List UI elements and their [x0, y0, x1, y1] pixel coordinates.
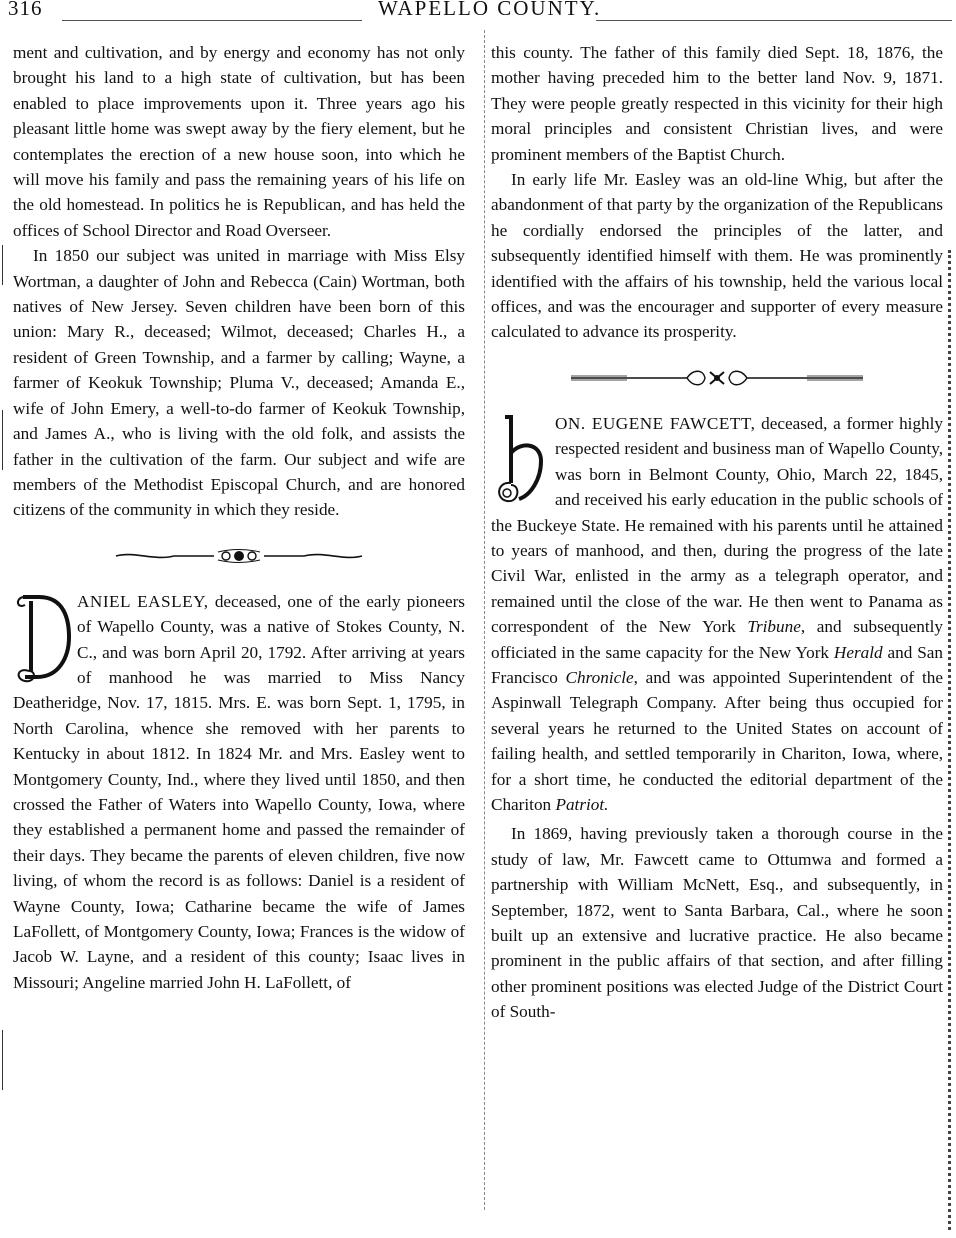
- page-number: 316: [8, 0, 43, 20]
- column-divider: [484, 30, 485, 1210]
- running-title: WAPELLO COUNTY.: [378, 0, 602, 20]
- newspaper-title: Patriot.: [555, 794, 609, 814]
- bio-body: , and was appointed Superintendent of the Aspinwall Telegraph Company. After being thus occupied for several years he returned to the United States on account of failing health, and settled temporarily in Chariton, Iowa, where, for a short time, he conducted the editorial department of the Chariton: [491, 667, 943, 814]
- paragraph: In 1869, having previously taken a thorough course in the study of law, Mr. Fawcett came to Ottumwa and formed a partnership with William McNett, Esq., and subsequently, in September, 1872, went to Santa Barbara, Cal., where he soon built up an extensive and lucrative practice. He also became prominent in the public affairs of that section, and after filling other prominent positions was elected Judge of the District Court of South-: [491, 824, 943, 1022]
- page-header: [0, 0, 956, 26]
- bio-body: deceased, one of the early pioneers of Wapello County, was a native of Stokes County, N. C., and was born April 20, 1792. After arriving at years of manhood he was married to Miss Nancy Deatheridge, Nov. 17, 1815. Mrs. E. was born Sept. 1, 1795, in North Carolina, whence she removed with her parents to Kentucky in about 1812. In 1824 Mr. and Mrs. Easley went to Montgomery County, Ind., where they lived until 1850, and then crossed the Father of Waters into Wapello County, Iowa, where they established a permanent home and passed the remainder of their days. They became the parents of eleven children, five now living, of whom the record is as follows: Daniel is a resident of Wayne County, Iowa; Catharine became the wife of James LaFollett, of Montgomery County, Iowa; Frances is the widow of Jacob W. Layne, and a resident of this county; Isaac lives in Missouri; Angeline married John H. LaFollett, of: [13, 591, 465, 992]
- left-column: [13, 40, 465, 995]
- section-divider-ornament: [13, 523, 465, 589]
- newspaper-title: Herald: [833, 642, 883, 662]
- drop-cap-h-ornament: [491, 413, 549, 505]
- bio-body: , and subsequently officiated in the same capacity for the New York: [491, 617, 943, 662]
- biography-fawcett: [491, 411, 943, 818]
- margin-mark: [2, 410, 3, 470]
- bio-body: deceased, a former highly respected resident and business man of Wapello County, was born in Belmont County, Ohio, March 22, 1845, and received his early education in the public schools of the Buckeye State. He remained with his parents until he attained to years of manhood, and then, during the progress of the late Civil War, enlisted in the army as a telegraph operator, and remained until the close of the war. He then went to Panama as correspondent of the New York: [491, 413, 943, 637]
- bio-body: and San Francisco: [491, 642, 943, 687]
- paragraph: this county. The father of this family died Sept. 18, 1876, the mother having preceded him to the better land Nov. 9, 1871. They were people greatly respected in this vicinity for their high moral principles and consistent Christian lives, and were prominent members of the Baptist Church.: [491, 43, 943, 164]
- page-edge-dots: [948, 250, 954, 1230]
- paragraph: ment and cultivation, and by energy and economy has not only brought his land to a high state of cultivation, but has been enabled to place improvements upon it. Three years ago his pleasant little home was swept away by the fiery element, but he contemplates the erection of a new house soon, into which he will move his family and pass the remaining years of his life on the old homestead. In politics he is Republican, and has held the offices of School Director and Road Overseer.: [13, 43, 465, 240]
- drop-cap-d-ornament: [13, 591, 71, 683]
- margin-mark: [2, 245, 3, 285]
- newspaper-title: Chronicle: [565, 667, 634, 687]
- header-rule-left: [62, 20, 362, 21]
- margin-mark: [2, 1030, 3, 1090]
- bio-lead-name: ON. EUGENE FAWCETT,: [555, 413, 756, 433]
- paragraph: In 1850 our subject was united in marriage with Miss Elsy Wortman, a daughter of John and Rebecca (Cain) Wortman, both natives of New Jersey. Seven children have been born of this union: Mary R., deceased; Wilmot, deceased; Charles H., a resident of Green Township, and a farmer by calling; Wayne, a farmer of Keokuk Township; Pluma V., deceased; Amanda E., wife of John Emery, a well-to-do farmer of Keokuk Township, and James A., who is living with the old folk, and assists the father in the cultivation of the farm. Our subject and wife are members of the Methodist Episcopal Church, and are honored citizens of the community in which they reside.: [13, 246, 465, 520]
- bio-lead-name: ANIEL EASLEY,: [77, 591, 209, 611]
- paragraph: In early life Mr. Easley was an old-line Whig, but after the abandonment of that party by the organization of the Republicans he cordially endorsed the principles of the latter, and subsequently identified himself with them. He was prominently identified with the affairs of his township, held the various local offices, and was the encourager and supporter of every measure calculated to advance its prosperity.: [491, 170, 943, 342]
- newspaper-title: Tribune: [747, 617, 801, 637]
- header-rule-right: [596, 20, 952, 21]
- section-divider-ornament: [491, 345, 943, 411]
- biography-easley: [13, 589, 465, 996]
- right-column: [491, 40, 943, 1025]
